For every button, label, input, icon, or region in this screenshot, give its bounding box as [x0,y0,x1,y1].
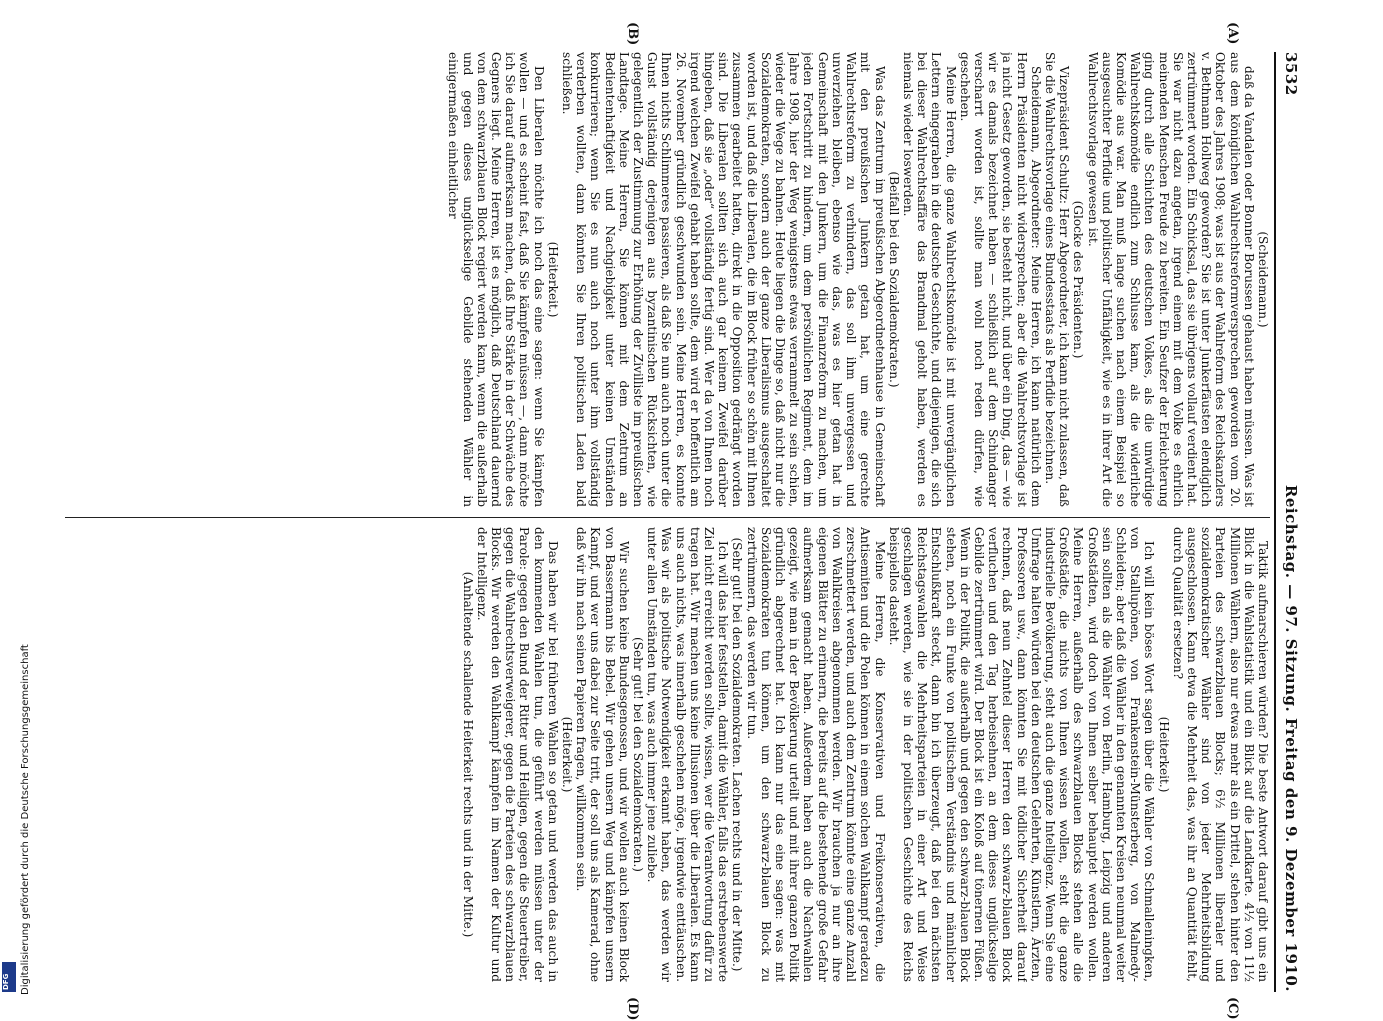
running-title: Reichstag. — 97. Sitzung. Freitag den 9. Dezember 1910. [1282,484,1300,992]
dfg-logo [2,962,16,992]
page-header [1278,52,1300,992]
rotated-page [60,22,1300,1021]
stage-direction: (Heiterkeit.) [545,241,560,318]
stage-direction: (Sehr gut! bei den Sozialdemokraten. Lachen rechts und in der Mitte.) [730,537,745,972]
stage-direction: (Sehr gut! bei den Sozialdemokraten.) [631,636,646,873]
paragraph: Scheidemann, Abgeordneter: Meine Herren, ich kann natürlich dem Herrn Präsidenten nicht widersprechen; aber die Wahlrechtsvorlage ist ja nicht Gesetz geworden, sie besteht nicht, und über ein Ding, das — wie wir es damals bezeichnet haben — schließlich auf dem Schindanger verscharrt worden ist, sollte man wohl noch reden dürfen, wie geschehen. [957,52,1043,507]
digitization-credit [0,600,31,995]
paragraph: Meine Herren, die ganze Wahlrechtskomödie ist mit unvergänglichen Lettern eingegraben in die deutsche Geschichte, und diejenigen, die sich bei dieser Wahlrechtsaffäre das Brandmal geholt haben, werden es niemals wieder loswerden. [900,52,958,507]
paragraph: Vizepräsident Schultz: Herr Abgeordneter, ich kann nicht zulassen, daß Sie die Wahlrechtsvorlage eines Bundesstaats als Perfidie bezeichnen. [1042,52,1072,507]
paragraph: Das haben wir bei früheren Wahlen so getan und werden das auch in den kommenden Wahlen tun, die geführt werden müssen unter der Parole: gegen den Bund der Ritter und Heiligen, gegen die Steuertreiber, gegen die Wahlrechtsverweigerer, gegen die Parteien des schwarzblauen Blocks. Wir werden den Wahlkampf kämpfen im Namen der Kultur und der Intelligenz. [474,527,560,982]
column-divider [65,517,1270,518]
paragraph: Ich will kein böses Wort sagen über die Wähler von Schmalleningken, von Stallupönen, von Frankenstein-Münsterberg, von Malmedy-Schleiden; aber daß die Wähler in den genannten Kreisen neunmal weiter sein sollten als die Wähler von Berlin, Hamburg, Leipzig und anderen Großstädten, wird doch von Ihnen selber behauptet werden wollen. Meine Herren, außerhalb des schwarzblauen Blocks stehen alle die Großstädte, die nichts von Ihnen wissen wollen, steht die ganze industrielle Bevölkerung, steht auch die ganze Intelligenz. Wenn Sie eine Umfrage halten würden bei den deutschen Gelehrten, Künstlern, Ärzten, Professoren usw., dann könnten Sie mit tödlicher Sicherheit darauf rechnen, daß neun Zehntel dieser Herren den schwarz-blauen Block verfluchen und den Tag herbeisehnen, an dem dieses unglückselige Gebilde zertrümmert wird. Der Block ist ein Koloß auf tönernen Füßen. Wenn in der Politik, die außerhalb und gegen den schwarz-blauen Block stehen, noch ein Funke von politischem Verständnis und männlicher Entschlußkraft steckt, dann bin ich überzeugt, daß bei den nächsten Reichstagswahlen die Mehrheitsparteien in einer Art und Weise geschlagen werden, wie sie in der politischen Geschichte des Reichs beispiellos dasteht. [886,527,1157,982]
paragraph: Wir suchen keine Bundesgenossen, und wir wollen auch keinen Block von Bassermann bis Bebel. Wir gehen unsern Weg und kämpfen unsern Kampf, und wer uns dabei zur Seite tritt, der soll uns als Kamerad, ohne daß wir ihn nach seinen Papieren fragen, willkommen sein. [574,527,631,982]
stage-direction: (Glocke des Präsidenten.) [1071,200,1086,359]
stage-direction: (Beifall bei den Sozialdemokraten.) [886,171,901,388]
credit-text: Digitalisierung gefördert durch die Deutsche Forschungsgemeinschaft [20,644,31,995]
margin-mark-b: (B) [625,22,640,46]
paragraph: Meine Herren, die Konservativen und Freikonservativen, die Antisemiten und die Polen können in einem solchen Wahlkampf geradezu zerschmettert werden, und auch dem Zentrum könnte eine ganze Anzahl von Wahlkreisen abgenommen werden. Wir brauchen ja nur an ihre eigenen Blätter zu erinnern, die bereits auf die bestehende große Gefahr aufmerksam gemacht haben. Außerdem haben auch die Nachwahlen gezeigt, wie man in der Bevölkerung urteilt und mit ihrer ganzen Politik gründlich abgerechnet hat. Ich kann nur das eine sagen: was mit Sozialdemokraten tun können, um den schwarz-blauen Block zu zertrümmern, das werden wir tun. [744,527,887,982]
paragraph: Was das Zentrum im preußischen Abgeordnetenhause in Gemeinschaft mit den preußischen Junkern getan hat, um eine gerechte Wahlrechtsreform zu verhindern, das soll ihm unvergessen und unverziehen bleiben, ebenso wie das, was es hier getan hat in Gemeinschaft mit den Junkern, um die Finanzreform zu machen, um jeden Fortschritt zu hindern, um dem persönlichen Regiment, dem im Jahre 1908, hier der Weg wenigstens etwas verrammelt zu sein schien, wieder die Wege zu bahnen. Heute liegen die Dinge so, daß nicht nur die Sozialdemokraten, sondern auch der ganze Liberalismus ausgeschaltet worden ist, und daß die Liberalen, die im Block früher so schön mit Ihnen zusammen gearbeitet hatten, direkt in die Opposition gedrängt worden sind. Die Liberalen sollten sich auch gar keinem Zweifel darüber hingeben, daß sie „oder“ vollständig fertig sind. Wer da von Ihnen noch irgend welchen Zweifel gehabt haben sollte, dem wird er hoffentlich am 26. November gründlich geschwunden sein. Meine Herren, es konnte Ihnen nichts Schlimmeres passieren, als daß Sie nun auch noch unter die Gunst vollständig derjenigen aus byzantinischen Rücksichten, wie gelegentlich der Zustimmung zur Erhöhung der Zivilliste im preußischen Landtage. Meine Herren, Sie können mit dem Zentrum an Bedientenhaftigkeit und Nachgiebigkeit unter keinen Umständen konkurrieren; wenn Sie es nun auch noch unter ihm vollständig verderben wollten, dann könnten Sie Ihren politischen Laden bald schließen. [560,52,887,507]
paragraph: daß da Vandalen oder Bonner Borussen gehaust haben müssen. Was ist aus dem königlichen Wahlrechtsreformversprechen geworden vom 20. Oktober des Jahres 1908; was ist aus der Wahlreform des Reichskanzlers v. Bethmann Hollweg geworden? Sie ist unter Junkerfäusten elendiglich zertrümmert worden. Ein Schicksal, das sie übrigens vollauf verdient hat. Sie war nicht dazu angetan, irgend einem mit dem Volke es ehrlich meinenden Menschen Freude zu bereiten. Ein Seufzer der Erleichterung ging durch alle Schichten des deutschen Volkes, als die unwürdige Wahlrechtskomödie endlich zum Schlusse kam, als die widerliche Komödie aus war. Man muß lange suchen nach einem Beispiel so ausgesuchter Perfidie und politischer Unfähigkeit, wie es in ihrer Art die Wahlrechtsvorlage gewesen ist. [1085,52,1256,507]
margin-mark-a: (A) [1225,22,1240,45]
paragraph: Ich will das hier feststellen, damit die Wähler, falls das erstrebenswerte Ziel nicht erreicht werden sollte, wissen, wer die Verantwortung dafür zu tragen hat. Wir machen uns keine Illusionen über die Liberalen. Es kann uns auch nichts, was innerhalb geschehen möge, irgendwie enttäuschen. Was wir als politische Notwendigkeit erkannt haben, das werden wir unter allen Umständen tun, was auch immer jene zuliebe. [645,527,731,982]
right-column [64,527,1270,982]
page-number: 3532 [1282,52,1300,96]
logo-text: DFG [2,973,10,990]
paragraph: Den Liberalen möchte ich noch das eine sagen: wenn Sie kämpfen wollen — und es scheint fast, daß Sie kämpfen müssen —, dann möchte ich Sie darauf aufmerksam machen, daß Ihre Stärke in der Schwäche des Gegners liegt. Meine Herren, ist es möglich, daß Deutschland dauernd von dem schwarzblauen Block regiert werden kann, wenn die außerhalb und gegen dieses unglückselige Gebilde stehenden Wähler in einigermaßen einheitlicher [446,52,546,507]
margin-mark-d: (D) [625,997,640,1021]
margin-mark-c: (C) [1225,997,1240,1020]
speaker-header: (Scheidemann.) [1256,231,1270,328]
paragraph: Taktik aufmarschieren würden? Die beste Antwort darauf gibt uns ein Blick in die Wahlstatistik und ein Blick auf die Landkarte. 4½ von 11½ Millionen Wählern, also nur etwas mehr als ein Drittel, stehen hinter den Parteien des schwarzblauen Blocks; 6½ Millionen liberaler und sozialdemokratischer Wähler sind von jeder Mehrheitsbildung ausgeschlossen. Kann etwa die Mehrheit das, was ihr an Quantität fehlt, durch Qualität ersetzen? [1170,527,1270,982]
stage-direction: (Anhaltende schallende Heiterkeit rechts und in der Mitte.) [460,571,475,938]
stage-direction: (Heiterkeit.) [1156,716,1171,793]
header-rule [1274,52,1276,992]
left-column [64,52,1270,507]
stage-direction: (Heiterkeit.) [560,716,575,793]
